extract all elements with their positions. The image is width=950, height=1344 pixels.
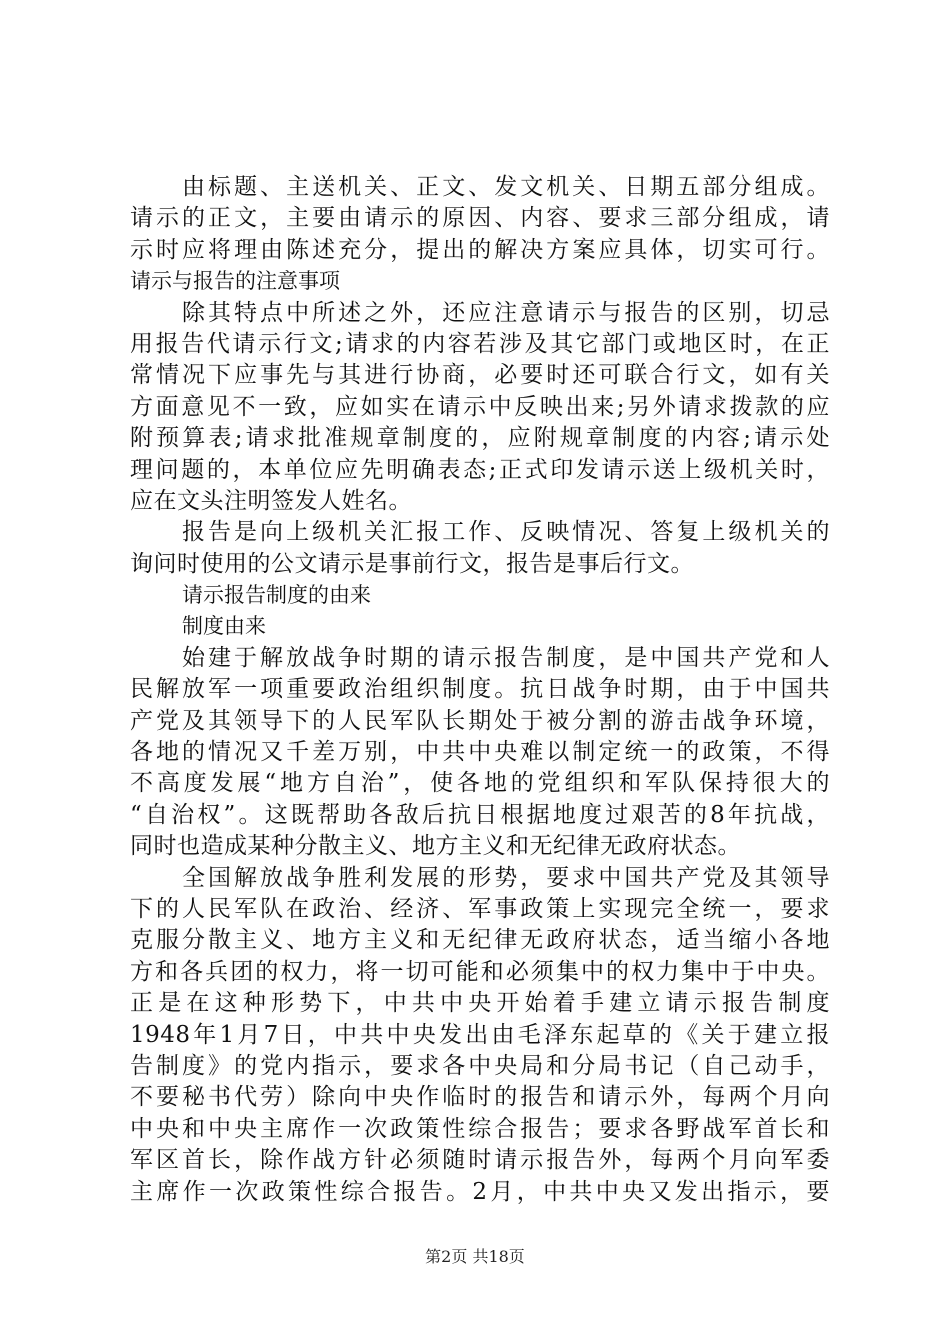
- text-line: 方面意见不一致，应如实在请示中反映出来;另外请求拨款的应: [130, 393, 830, 420]
- document-body: [130, 172, 830, 1208]
- text-line: 同时也造成某种分散主义、地方主义和无纪律无政府状态。: [130, 833, 741, 860]
- text-line: 各地的情况又千差万别，中共中央难以制定统一的政策，不得: [130, 739, 830, 766]
- text-line: 除其特点中所述之外，还应注意请示与报告的区别，切忌: [182, 299, 830, 326]
- text-line: 民解放军一项重要政治组织制度。抗日战争时期，由于中国共: [130, 676, 830, 703]
- text-line: 由标题、主送机关、正文、发文机关、日期五部分组成。: [182, 174, 830, 200]
- text-line: 应在文头注明签发人姓名。: [130, 487, 412, 514]
- text-line: 克服分散主义、地方主义和无纪律无政府状态，适当缩小各地: [130, 927, 830, 954]
- text-line: 中央和中央主席作一次政策性综合报告；要求各野战军首长和: [130, 1115, 830, 1142]
- text-line: 1948年1月7日，中共中央发出由毛泽东起草的《关于建立报: [130, 1021, 830, 1048]
- text-line: 告制度》的党内指示，要求各中央局和分局书记（自己动手，: [130, 1052, 830, 1079]
- text-line: 军区首长，除作战方针必须随时请示报告外，每两个月向军委: [130, 1147, 830, 1174]
- text-line: 不要秘书代劳）除向中央作临时的报告和请示外，每两个月向: [130, 1084, 830, 1111]
- text-line: 报告是向上级机关汇报工作、反映情况、答复上级机关的: [182, 519, 830, 546]
- text-line: “自治权”。这既帮助各敌后抗日根据地度过艰苦的8年抗战，: [130, 801, 830, 828]
- text-line: 常情况下应事先与其进行协商，必要时还可联合行文，如有关: [130, 362, 830, 389]
- text-line: 主席作一次政策性综合报告。2月，中共中央又发出指示，要: [130, 1178, 830, 1205]
- text-line: 下的人民军队在政治、经济、军事政策上实现完全统一，要求: [130, 895, 830, 922]
- text-line: 正是在这种形势下，中共中央开始着手建立请示报告制度: [130, 990, 830, 1017]
- page-footer: 第2页 共18页: [425, 1247, 525, 1266]
- text-line: 示时应将理由陈述充分，提出的解决方案应具体，切实可行。: [130, 236, 830, 263]
- section-heading: 请示报告制度的由来: [182, 583, 371, 608]
- section-heading: 制度由来: [182, 614, 266, 639]
- text-line: 请示的正文，主要由请示的原因、内容、要求三部分组成，请: [130, 205, 830, 232]
- text-line: 全国解放战争胜利发展的形势，要求中国共产党及其领导: [182, 864, 830, 891]
- text-line: 用报告代请示行文;请求的内容若涉及其它部门或地区时，在正: [130, 330, 830, 357]
- text-line: 理问题的，本单位应先明确表态;正式印发请示送上级机关时，: [130, 456, 830, 483]
- text-line: 产党及其领导下的人民军队长期处于被分割的游击战争环境，: [130, 707, 830, 734]
- text-line: 询问时使用的公文请示是事前行文，报告是事后行文。: [130, 550, 694, 577]
- text-line: 附预算表;请求批准规章制度的，应附规章制度的内容;请示处: [130, 425, 830, 452]
- text-line: 方和各兵团的权力，将一切可能和必须集中的权力集中于中央。: [130, 958, 830, 985]
- text-line: 不高度发展“地方自治”，使各地的党组织和军队保持很大的: [130, 770, 830, 797]
- text-line: 始建于解放战争时期的请示报告制度，是中国共产党和人: [182, 644, 830, 671]
- section-heading: 请示与报告的注意事项: [130, 269, 340, 294]
